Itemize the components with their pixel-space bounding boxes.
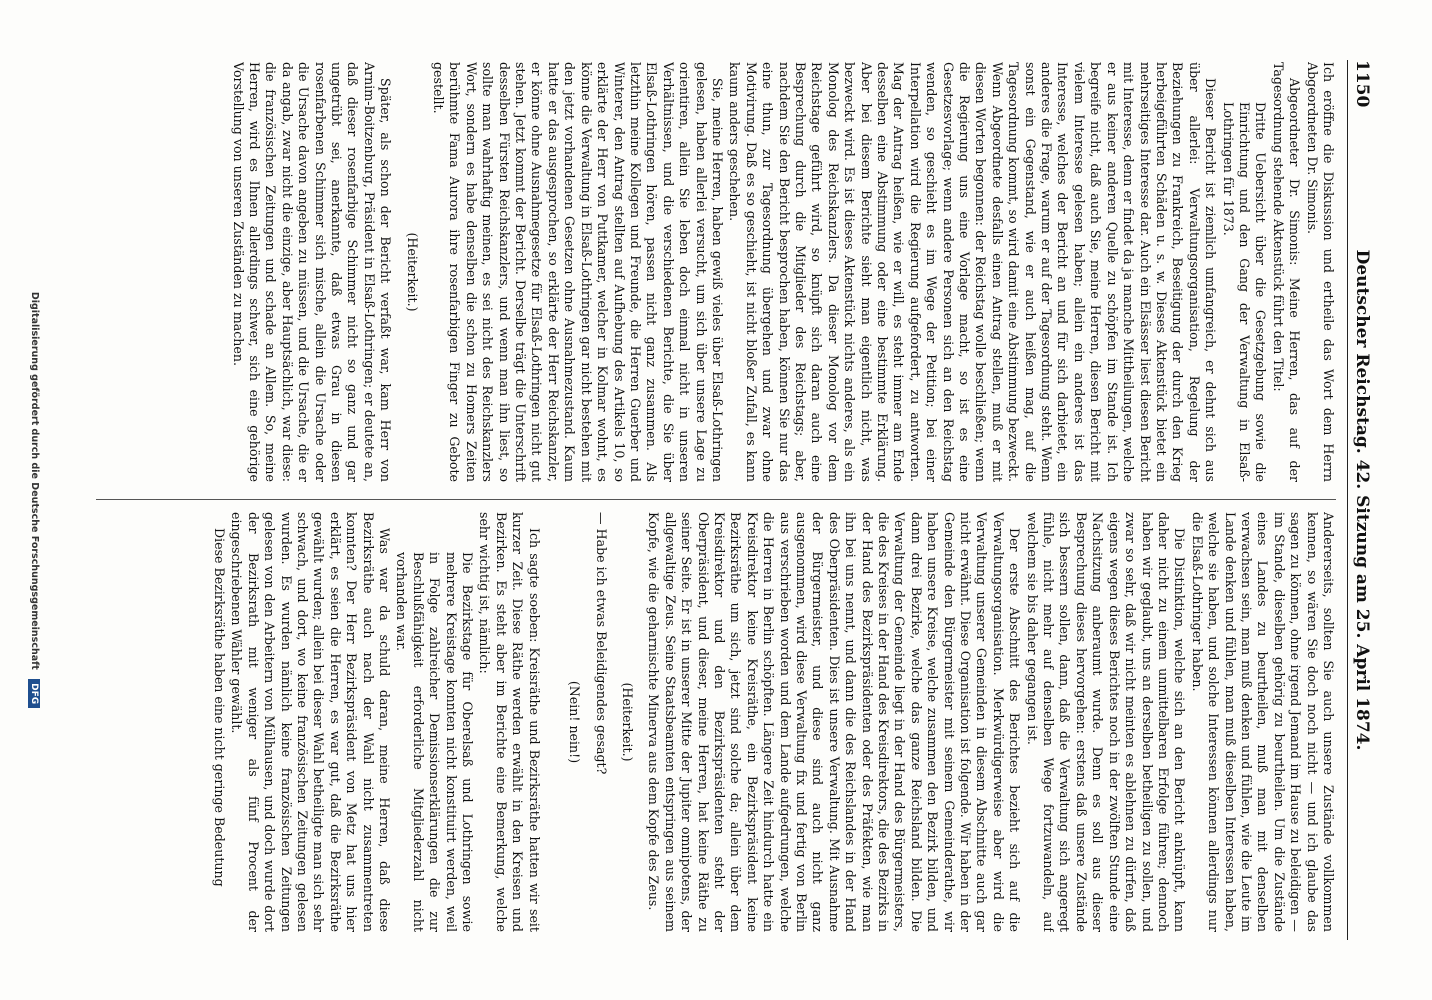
right-column <box>76 512 1336 932</box>
paragraph-discussion: Die Distinktion, welche sich an den Bericht anknüpft, kann daher nicht zu einem unmittelbaren Erfolge führen; dennoch haben wir geglaubt, uns an derselben betheiligen zu sollen, und zwar so sehr, daß wir nicht meinten es ablehnen zu dürfen, daß eigens wegen dieses Berichtes noch in der zwölften Stunde eine Nachsitzung anberaumt wurde. Denn es soll aus dieser Besprechung dieses hervorgehen: erstens daß unsere Zustände sich bessern sollen, dann, daß die Verwaltung sich angeregt fühle, nicht mehr auf denselben Wege fortzuwandeln, auf welchem sie bis daher gegangen ist. <box>1024 512 1188 932</box>
column-divider <box>96 499 1336 500</box>
paragraph-metz: Was war da schuld daran, meine Herren, daß diese Bezirksräthe auch nach der Wahl nicht zusammentreten konnten? Der Herr Bezirkspräsident von Metz hat uns hier erklärt, es seien die Herren, es war gut, daß die Bezirksräthe gewählt wurden; allein bei dieser Wahl betheiligte man sich sehr schwach, und dort, wo keine französischen Zeitungen gelesen wurden. Es wurden nämlich keine französischen Zeitungen gelesen von den Arbeitern von Mülhausen, und doch wurde dort der Bezirksrath mit weniger als fünf Procent der eingeschriebenen Wähler gewählt. <box>229 512 393 932</box>
page-header <box>1347 60 1374 940</box>
paragraph-judgement: Andererseits, sollten Sie auch unsere Zustände vollkommen kennen, so wären Sie doch noch nicht — und ich glaube das sagen zu können, ohne irgend Jemand im Hause zu beleidigen — im Stande, dieselben gehörig zu beurtheilen. Um die Zustände eines Landes zu beurtheilen, muß man mit denselben verwachsen sein, man muß denken und fühlen, wie die Leute im Lande denken und fühlen, man muß dieselben Interessen haben, welche sie haben, und solche Interessen können allerdings nur die Elsaß-Lothringer haben. <box>1189 512 1336 932</box>
paragraph-alsace-lorraine: Sie, meine Herren, haben gewiß vieles über Elsaß-Lothringen gelesen, haben allerlei versucht, um sich über unsere Lage zu orientiren, allein Sie leben doch einmal nicht in unseren Verhältnissen, und die verschiedenen Berichte, die Sie über Elsaß-Lothringen hören, passen nicht ganz zusammen. Als letzthin meine Kollegen und Freunde, die Herren Guerber und Winterer, den Antrag stellten auf Aufhebung des Artikels 10, so erklärte der Herr von Puttkamer, welcher in Kolmar wohnt, es könne die Verwaltung in Elsaß-Lothringen gar nicht bestehen mit den jetzt vorhandenen Gesetzen ohne Ausnahmezustand. Kaum hatte er das ausgesprochen, so erklärte der Herr Reichskanzler, er könne ohne Ausnahmegesetze für Elsaß-Lothringen nicht gut stehen. Jetzt kommt der Bericht. Derselbe trägt die Unterschrift desselben Fürsten Reichskanzlers, und wenn man ihn liest, so sollte man wahrhaftig meinen, es sei nicht des Reichskanzlers Wort, sondern es habe denselben die schon zu Homers Zeiten berühmte Fama Aurora ihre rosenfarbigen Finger zu Gebote gestellt. <box>431 62 725 482</box>
paragraph-arnim: Später, als schon der Bericht verfaßt war, kam Herr von Arnim-Boitzenburg, Präsident in Elsaß-Lothringen; er deutete an, daß dieser rosenfarbige Schimmer nicht so ganz und gar ungetrübt sei, anerkannte, daß etwas Grau in diesen rosenfarbenen Schimmer sich mische, allein die Ursache oder die Ursache davon angeben zu müssen, und die Ursache, die er da angab, zwar nicht die einzige, aber Hauptsächlich, war diese: die französischen Zeitungen und schade an Allem. So, meine Herren, wird es Ihnen allerdings schwer, sich eine gehörige Vorstellung von unseren Zuständen zu machen. <box>230 62 394 482</box>
running-title: Deutscher Reichstag. 42. Sitzung am 25. April 1874. <box>1352 249 1372 751</box>
paragraph-speaker-intro: Abgeordneter Dr. Simonis: Meine Herren, das auf der Tagesordnung stehende Aktenstück führt den Titel: <box>1270 62 1303 482</box>
paragraph-administration: Der erste Abschnitt des Berichtes bezieht sich auf die Verwaltungsorganisation. Merkwürdigerweise aber wird die Verwaltung unserer Gemeinden in diesem Abschnitte auch gar nicht erwähnt. Diese Organisation ist folgende. Wir haben in der Gemeinde den Bürgermeister mit seinem Gemeinderathe, wir haben unsere Kreise, welche zusammen den Bezirk bilden, und dann drei Bezirke, welche das ganze Reichsland bilden. Die Verwaltung der Gemeinde liegt in der Hand des Bürgermeisters, die des Kreises in der Hand des Kreisdirektors, die des Bezirks in der Hand des Bezirkspräsidenten oder des Präfekten, wie man ihn bei uns nennt, und dann die des Reichslandes in der Hand des Oberpräsidenten. Dies ist unsere Verwaltung. Mit Ausnahme der Bürgermeister, und diese sind auch nicht ganz ausgenommen, wird diese Verwaltung fix und fertig von Berlin aus verschrieben worden und dem Lande aufgedrungen, welche die Herren in Berlin schöpften. Längere Zeit hindurch hatte ein Kreisdirektor keine Kreisräthe, ein Bezirkspräsident keine Bezirksräthe um sich, jetzt sind solche da; allein über dem Kreisdirektor und den Bezirkspräsidenten steht der Oberpräsident, und dieser, meine Herren, hat keine Räthe zu seiner Seite. Er ist in unserer Mitte der Jupiter omnipotens, der allgewaltige Zeus. Seine Staatsbeamten entspringen aus seinem Kopfe, wie die geharnischte Minerva aus dem Kopfe des Zeus. <box>646 512 1023 932</box>
question-offensive: — Habe ich etwas Beleidigendes gesagt? <box>593 512 609 775</box>
interjection-laughter-2: (Heiterkeit.) <box>619 682 635 762</box>
paragraph-closing: Diese Bezirksräthe haben eine nicht geringe Bedeutung <box>212 528 227 887</box>
left-column <box>76 62 1336 482</box>
footer-text: Digitalisierung gefördert durch die Deutsche Forschungsgemeinschaft <box>29 291 40 670</box>
digitization-footer <box>22 0 40 1000</box>
paragraph-opening: Ich eröffne die Diskussion und ertheile das Wort dem Herrn Abgeordneten Dr. Simonis. <box>1304 62 1336 482</box>
interjection-laughter: (Heiterkeit.) <box>404 232 420 312</box>
quoted-report-title: Dritte Uebersicht über die Gesetzgebung sowie die Einrichtung und den Gang der Verwaltung in Elsaß-Lothringen für 1873. <box>1220 102 1269 482</box>
quoted-remark: Die Bezirkstage für Oberelsaß und Lothringen sowie mehrere Kreistage konnten nicht konstituirt werden, weil in Folge zahlreicher Demissionserklärungen die zur Beschlußfähigkeit erforderliche Mitgliederzahl nicht vorhanden war. <box>394 552 476 932</box>
interjection-no: (Nein! nein!) <box>567 680 583 764</box>
paragraph-councils: Ich sagte soeben: Kreisräthe und Bezirksräthe hatten wir seit kurzer Zeit. Diese Räthe werden erwählt in den Kreisen und Bezirken. Es steht aber im Berichte eine Bemerkung, welche sehr wichtig ist, nämlich: <box>477 512 542 932</box>
paragraph-report-discussion: Dieser Bericht ist ziemlich umfangreich, er dehnt sich aus über allerlei: Verwaltungsorganisation, Regelung der Beziehungen zu Frankreich, Beseitigung der durch den Krieg herbeigeführten Schäden u. s. w. Dieses Aktenstück bietet ein mehrseitiges Interesse dar. Auch ein Elsässer liest diesen Bericht mit Interesse, denn er findet da ja manche Mittheilungen, welche er aus keiner anderen Quelle zu schöpfen im Stande ist. Ich begreife nicht, daß auch Sie, meine Herren, diesen Bericht mit vielem Interesse gelesen haben; allein ein anderes ist das Interesse, welches der Bericht an und für sich darbietet, ein anderes die Frage, warum er auf der Tagesordnung steht. Wenn sonst ein Gegenstand, wie er auch heißen mag, auf die Tagesordnung kommt, so wird damit eine Abstimmung bezweckt. Wenn Abgeordnete desfalls einen Antrag stellen, muß er mit diesen Worten begonnen: der Reichstag wolle beschließen; wenn die Regierung uns eine Vorlage macht, so ist es eine Gesetzesvorlage; wenn andere Personen sich an den Reichstag wenden, so geschieht es im Wege der Petition; bei einer Interpellation wird die Regierung aufgefordert, zu antworten. Mag der Antrag heißen, wie er will, es steht immer am Ende desselben eine Abstimmung oder eine bestimmte Erklärung. Aber bei diesem Berichte sieht man eigentlich nicht, was bezweckt wird. Es ist dieses Aktenstück nichts anderes, als ein Monolog des Reichskanzlers. Da dieser Monolog vor dem Reichstage geführt wird, so knüpft sich daran auch eine Besprechung durch die Mitglieder des Reichstags; aber, nachdem Sie den Bericht besprochen haben, können Sie nur das eine thun, zur Tagesordnung übergehen und zwar ohne Motivirung. Daß es so geschieht, ist nicht bloßer Zufall, es kann kaum anders geschehen. <box>727 62 1219 482</box>
dfg-logo: DFG <box>28 679 40 708</box>
page-number: 1150 <box>1352 60 1372 108</box>
